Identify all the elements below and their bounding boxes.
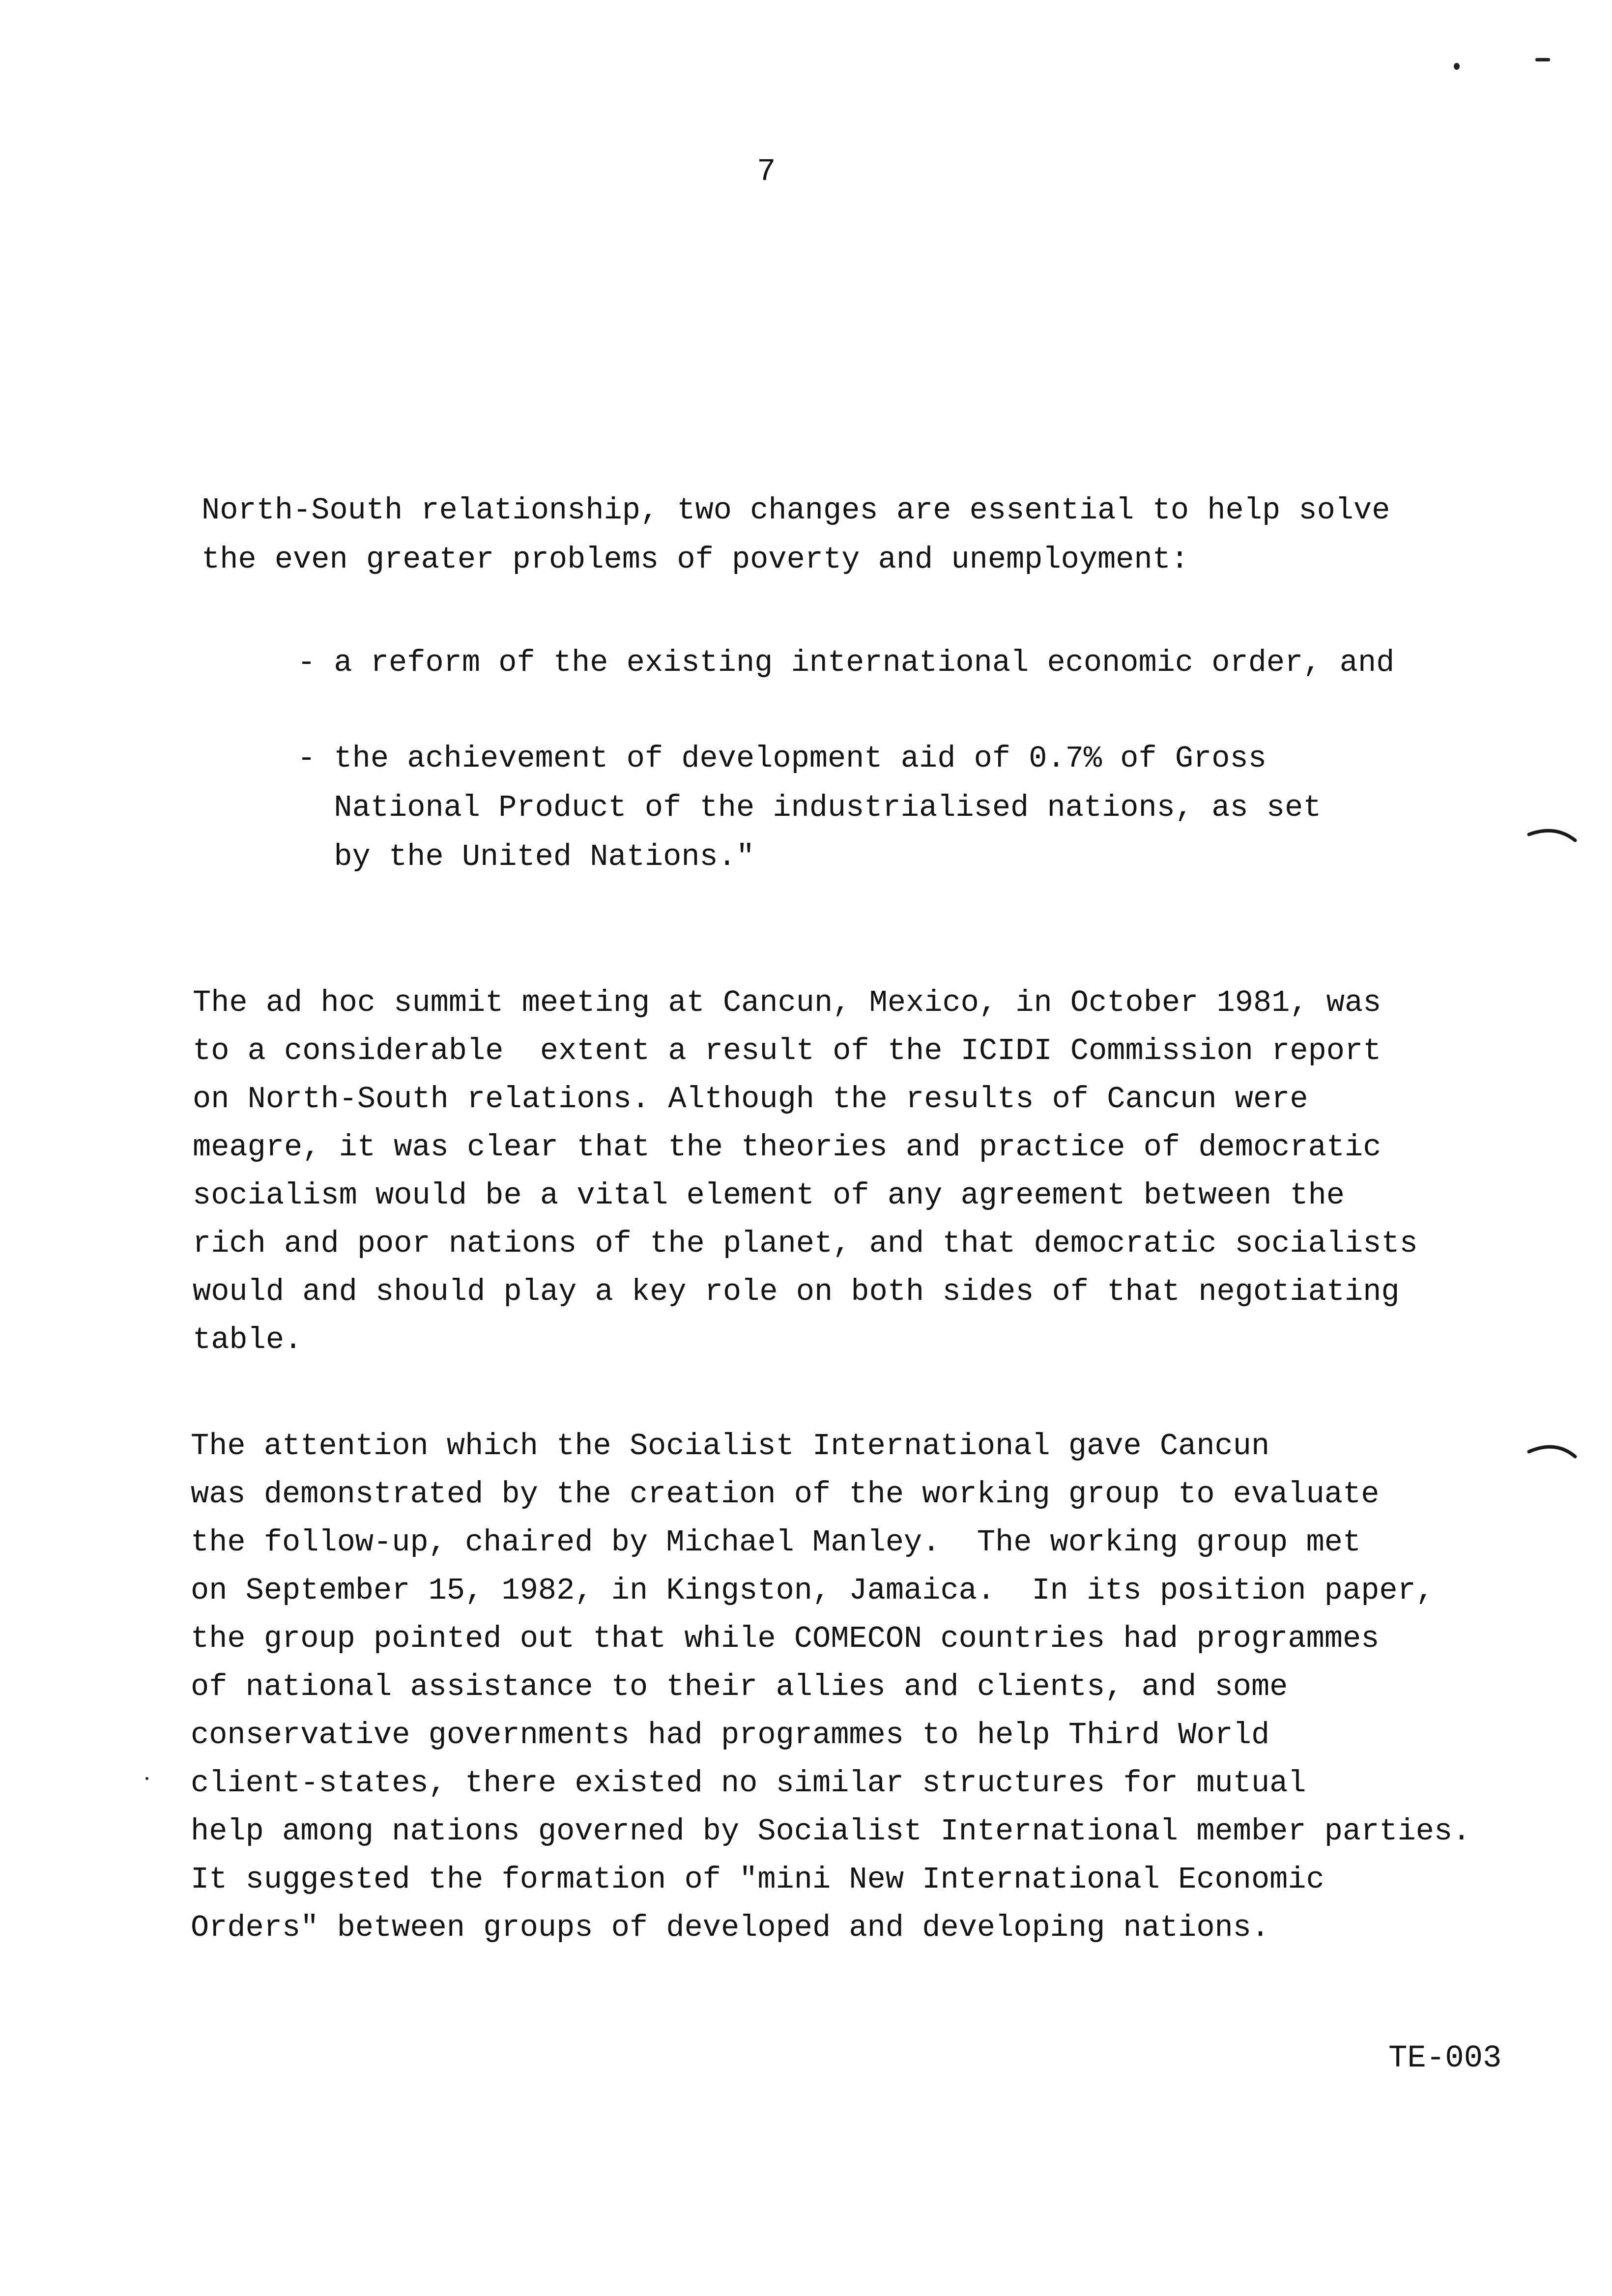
document-reference: TE-003: [1388, 2041, 1502, 2076]
text-line: to a considerable extent a result of the ICIDI Commission report: [193, 1033, 1382, 1068]
text-line: Orders" between groups of developed and developing nations.: [191, 1910, 1270, 1945]
scan-speck: [1535, 58, 1550, 61]
text-line: the follow-up, chaired by Michael Manley. The working group met: [191, 1525, 1361, 1560]
text-line: by the United Nations.": [297, 839, 755, 874]
scan-speck: [1454, 63, 1460, 70]
text-line: the group pointed out that while COMECON countries had programmes: [191, 1621, 1380, 1656]
text-line: on September 15, 1982, in Kingston, Jamaica. In its position paper,: [191, 1573, 1435, 1608]
text-line: client-states, there existed no similar structures for mutual: [191, 1766, 1306, 1801]
text-line: of national assistance to their allies and clients, and some: [191, 1669, 1288, 1704]
text-line: The ad hoc summit meeting at Cancun, Mexico, in October 1981, was: [193, 985, 1382, 1020]
margin-bracket-mark: [1526, 820, 1580, 849]
text-line: North-South relationship, two changes are essential to help solve: [202, 493, 1390, 528]
text-line: - a reform of the existing international economic order, and: [297, 645, 1395, 680]
text-line: help among nations governed by Socialist International member parties.: [191, 1814, 1471, 1849]
text-line: rich and poor nations of the planet, and that democratic socialists: [193, 1226, 1418, 1261]
text-line: conservative governments had programmes to help Third World: [191, 1718, 1270, 1752]
text-line: The attention which the Socialist International gave Cancun: [191, 1429, 1270, 1464]
text-line: socialism would be a vital element of any agreement between the: [193, 1178, 1345, 1213]
text-line: would and should play a key role on both sides of that negotiating: [193, 1274, 1400, 1309]
text-line: table.: [193, 1322, 303, 1357]
margin-bracket-mark: [1526, 1435, 1580, 1464]
text-line: was demonstrated by the creation of the working group to evaluate: [191, 1477, 1380, 1512]
text-line: National Product of the industrialised nations, as set: [297, 790, 1322, 825]
page-number: 7: [757, 154, 776, 190]
text-line: on North-South relations. Although the results of Cancun were: [193, 1082, 1308, 1117]
scan-speck: [145, 1777, 148, 1780]
text-line: meagre, it was clear that the theories and practice of democratic: [193, 1130, 1382, 1165]
text-line: the even greater problems of poverty and unemployment:: [202, 542, 1189, 577]
text-line: - the achievement of development aid of 0.7% of Gross: [297, 741, 1267, 776]
text-line: It suggested the formation of "mini New International Economic: [191, 1862, 1324, 1897]
